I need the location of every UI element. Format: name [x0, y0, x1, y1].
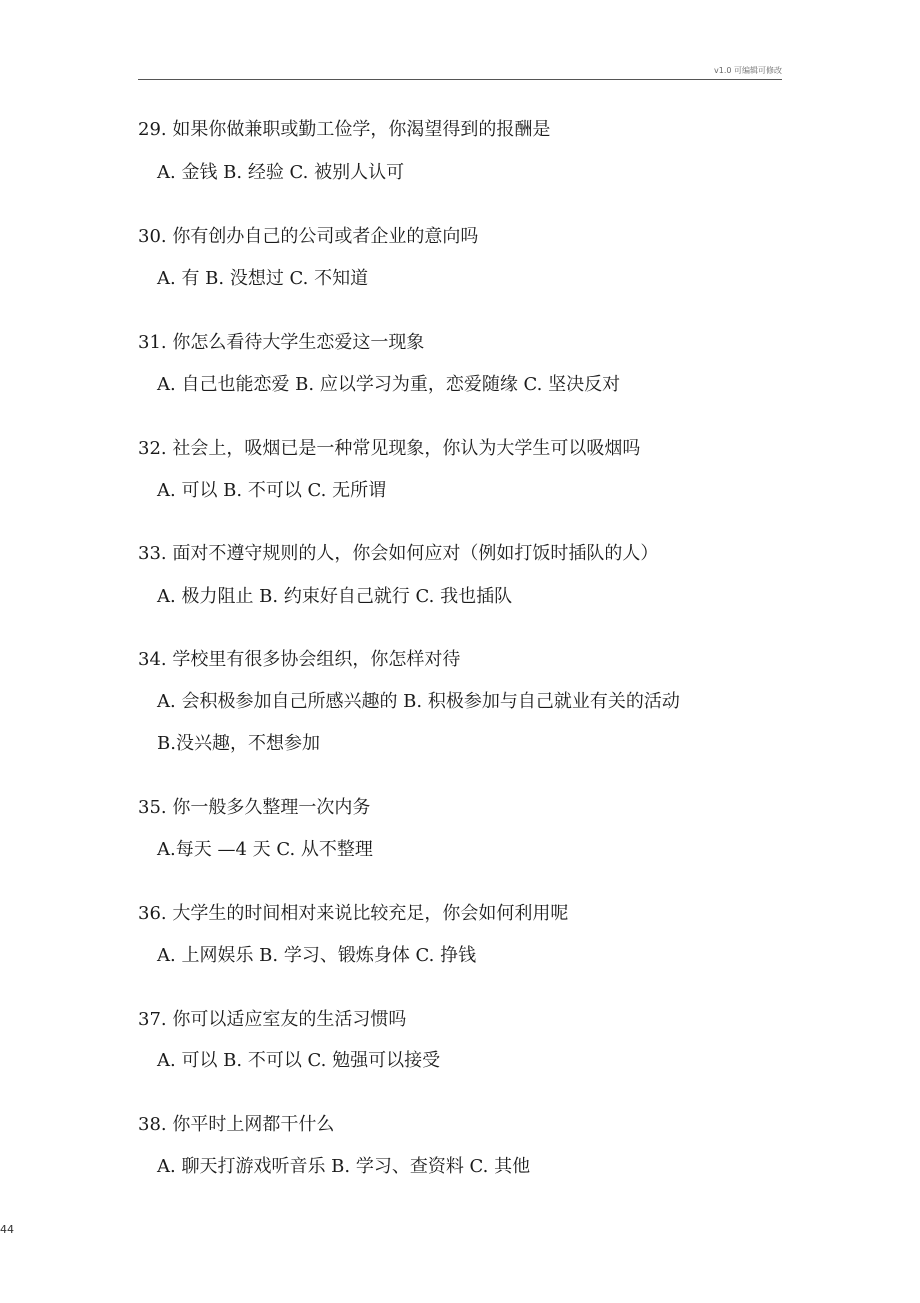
question-options: A. 极力阻止 B. 约束好自己就行 C. 我也插队: [157, 586, 513, 607]
question-options: A. 可以 B. 不可以 C. 无所谓: [157, 480, 387, 501]
question-title: 35. 你一般多久整理一次内务: [138, 797, 371, 818]
question-options: A. 会积极参加自己所感兴趣的 B. 积极参加与自己就业有关的活动: [157, 691, 680, 712]
question-title: 31. 你怎么看待大学生恋爱这一现象: [138, 332, 425, 353]
question-title: 30. 你有创办自己的公司或者企业的意向吗: [138, 226, 479, 247]
question-options: A.每天 —4 天 C. 从不整理: [157, 839, 373, 860]
question-title: 29. 如果你做兼职或勤工俭学，你渴望得到的报酬是: [138, 119, 551, 140]
question-options: A. 可以 B. 不可以 C. 勉强可以接受: [157, 1050, 441, 1071]
question-title: 32. 社会上，吸烟已是一种常见现象，你认为大学生可以吸烟吗: [138, 438, 641, 459]
question-title: 34. 学校里有很多协会组织，你怎样对待: [138, 649, 461, 670]
question-options: A. 有 B. 没想过 C. 不知道: [157, 268, 369, 289]
question-title: 38. 你平时上网都干什么: [138, 1114, 335, 1135]
question-title: 33. 面对不遵守规则的人，你会如何应对（例如打饭时插队的人）: [138, 543, 659, 564]
question-options: A. 自己也能恋爱 B. 应以学习为重，恋爱随缘 C. 坚决反对: [157, 374, 621, 395]
page-number: 44: [0, 1223, 14, 1236]
question-options: A. 上网娱乐 B. 学习、锻炼身体 C. 挣钱: [157, 945, 477, 966]
question-options: A. 金钱 B. 经验 C. 被别人认可: [157, 162, 405, 183]
question-title: 36. 大学生的时间相对来说比较充足，你会如何利用呢: [138, 903, 569, 924]
header-divider: [138, 79, 782, 80]
question-title: 37. 你可以适应室友的生活习惯吗: [138, 1009, 407, 1030]
header-version-note: v1.0 可编辑可修改: [714, 66, 782, 75]
question-options: A. 聊天打游戏听音乐 B. 学习、查资料 C. 其他: [157, 1156, 531, 1177]
question-options-continued: B.没兴趣，不想参加: [157, 733, 320, 754]
